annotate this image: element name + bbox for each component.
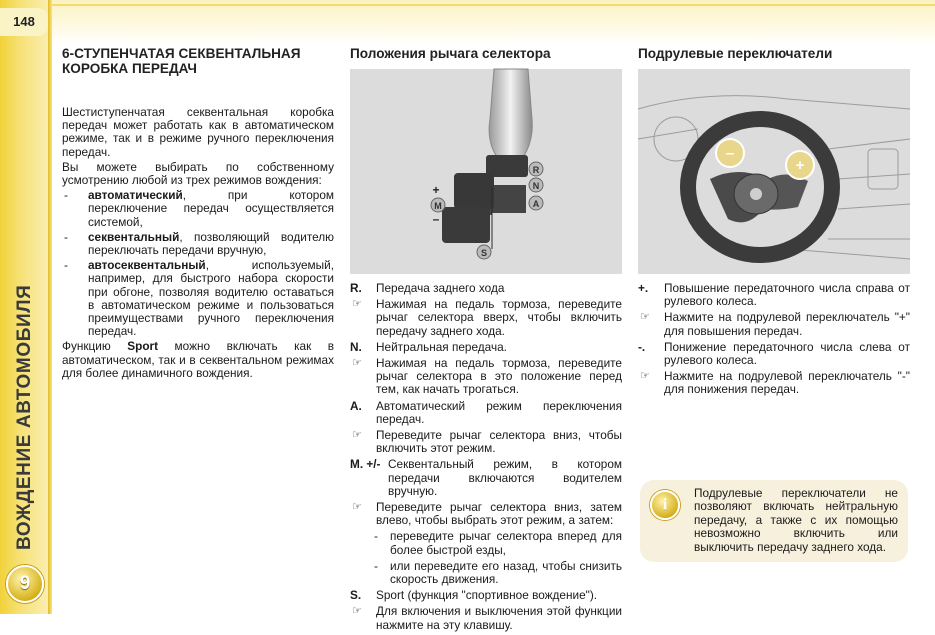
column-paddles — [638, 46, 910, 400]
section-title: ВОЖДЕНИЕ АВТОМОБИЛЯ — [14, 284, 35, 550]
paddle-plus-label: + — [795, 157, 805, 174]
label-n: N — [532, 181, 540, 191]
label-plus: + — [432, 183, 440, 197]
paddle-minus-label: – — [725, 145, 735, 162]
hand-pointer-icon: ☞ — [640, 311, 650, 324]
substep-forward: - переведите рычаг селектора вперед для более быстрой езды, — [374, 529, 622, 557]
steering-wheel-illustration — [638, 69, 910, 274]
mode-automatic-name: автоматический — [88, 188, 183, 203]
hand-pointer-icon: ☞ — [352, 429, 362, 442]
hand-pointer-icon: ☞ — [352, 605, 362, 618]
item-r: R. Передача заднего хода — [350, 281, 505, 295]
label-m: M — [434, 201, 442, 211]
label-s: S — [480, 248, 488, 258]
step-n: ☞ Нажимая на педаль тормоза, переведите рычаг селектора в это положение перед тем, как начать трогаться. — [352, 356, 622, 397]
info-note — [640, 480, 908, 562]
step-minus: ☞ Нажмите на подрулевой переключатель "-" для понижения передач. — [640, 369, 910, 397]
step-s: ☞ Для включения и выключения этой функции нажмите на эту клавишу. — [352, 604, 622, 632]
label-minus: – — [432, 212, 440, 226]
modes-paragraph: Вы можете выбирать по собственному усмотрению любой из трех режимов вождения: — [62, 159, 334, 188]
step-r: ☞ Нажимая на педаль тормоза, переведите рычаг селектора вверх, чтобы включить передачу заднего хода. — [352, 297, 622, 338]
hand-pointer-icon: ☞ — [352, 357, 362, 370]
intro-paragraph: Шестиступенчатая секвентальная коробка передач может работать как в автоматическом режиме, так и в режиме ручного переключения передач. — [62, 105, 334, 159]
heading-gearbox: 6-СТУПЕНЧАТАЯ СЕКВЕНТАЛЬНАЯ КОРОБКА ПЕРЕДАЧ — [62, 46, 301, 76]
selector-illustration — [350, 69, 622, 274]
mode-sequential-name: секвентальный — [88, 229, 180, 244]
mode-sequential-desc: , позволяющий водителю переключать передачи вручную, — [88, 229, 334, 258]
label-r: R — [532, 165, 540, 175]
info-icon: i — [650, 490, 680, 520]
page-number: 148 — [0, 8, 48, 36]
label-a: A — [532, 199, 540, 209]
heading-paddles: Подрулевые переключатели — [638, 46, 833, 61]
column-intro — [62, 46, 334, 382]
step-plus: ☞ Нажмите на подрулевой переключатель "+" для повышения передач. — [640, 310, 910, 338]
hand-pointer-icon: ☞ — [352, 501, 362, 514]
substep-back: - или переведите его назад, чтобы снизить скорость движения. — [374, 558, 622, 587]
column-selector — [350, 46, 622, 635]
item-n: N. Нейтральная передача. — [350, 339, 507, 354]
info-text: Подрулевые переключатели не позволяют включать нейтральную передачу, а также с их помощью невозможно включить или выключить передачу заднего хода. — [694, 486, 898, 554]
header-band — [52, 0, 935, 44]
hand-pointer-icon: ☞ — [352, 298, 362, 311]
item-m: M. +/- Секвентальный режим, в котором передачи включаются водителем вручную. — [350, 457, 622, 498]
sidebar-edge — [48, 0, 52, 614]
mode-automatic-desc: , при котором переключение передач осуществляется системой, — [88, 188, 334, 229]
hand-pointer-icon: ☞ — [640, 370, 650, 383]
mode-automatic: - автоматический, при котором переключение передач осуществляется системой, — [64, 188, 334, 229]
mode-sequential: - секвентальный, позволяющий водителю переключать передачи вручную, — [64, 229, 334, 258]
item-a: A. Автоматический режим переключения передач. — [350, 398, 622, 426]
mode-autosequential-desc: , используемый, например, для быстрого набора скорости при обгоне, позволяя водителю оставаться в автоматическом режиме и пользоваться преимуществами ручного переключения передач. — [88, 258, 334, 339]
mode-autosequential-name: автосеквентальный — [88, 258, 206, 273]
mode-autosequential: - автосеквентальный, используемый, например, для быстрого набора скорости при обгоне, позволяя водителю оставаться в автоматическом режиме и пользоваться преимуществами ручного переключения передач. — [64, 258, 334, 339]
item-s: S. Sport (функция "спортивное вождение"). — [350, 588, 598, 603]
item-plus: +. Повышение передаточного числа справа от рулевого колеса. — [638, 281, 910, 309]
item-minus: -. Понижение передаточного числа слева от рулевого колеса. — [638, 339, 910, 368]
step-m: ☞ Переведите рычаг селектора вниз, затем влево, чтобы выбрать этот режим, а затем: — [352, 500, 622, 528]
chapter-number-badge: 9 — [6, 565, 44, 603]
step-a: ☞ Переведите рычаг селектора вниз, чтобы включить этот режим. — [352, 428, 622, 456]
header-rule — [52, 4, 935, 6]
sport-paragraph: Функцию Sport можно включать как в автоматическом, так и в секвентальном режимах для более динамичного вождения. — [62, 339, 335, 380]
heading-selector: Положения рычага селектора — [350, 46, 551, 61]
